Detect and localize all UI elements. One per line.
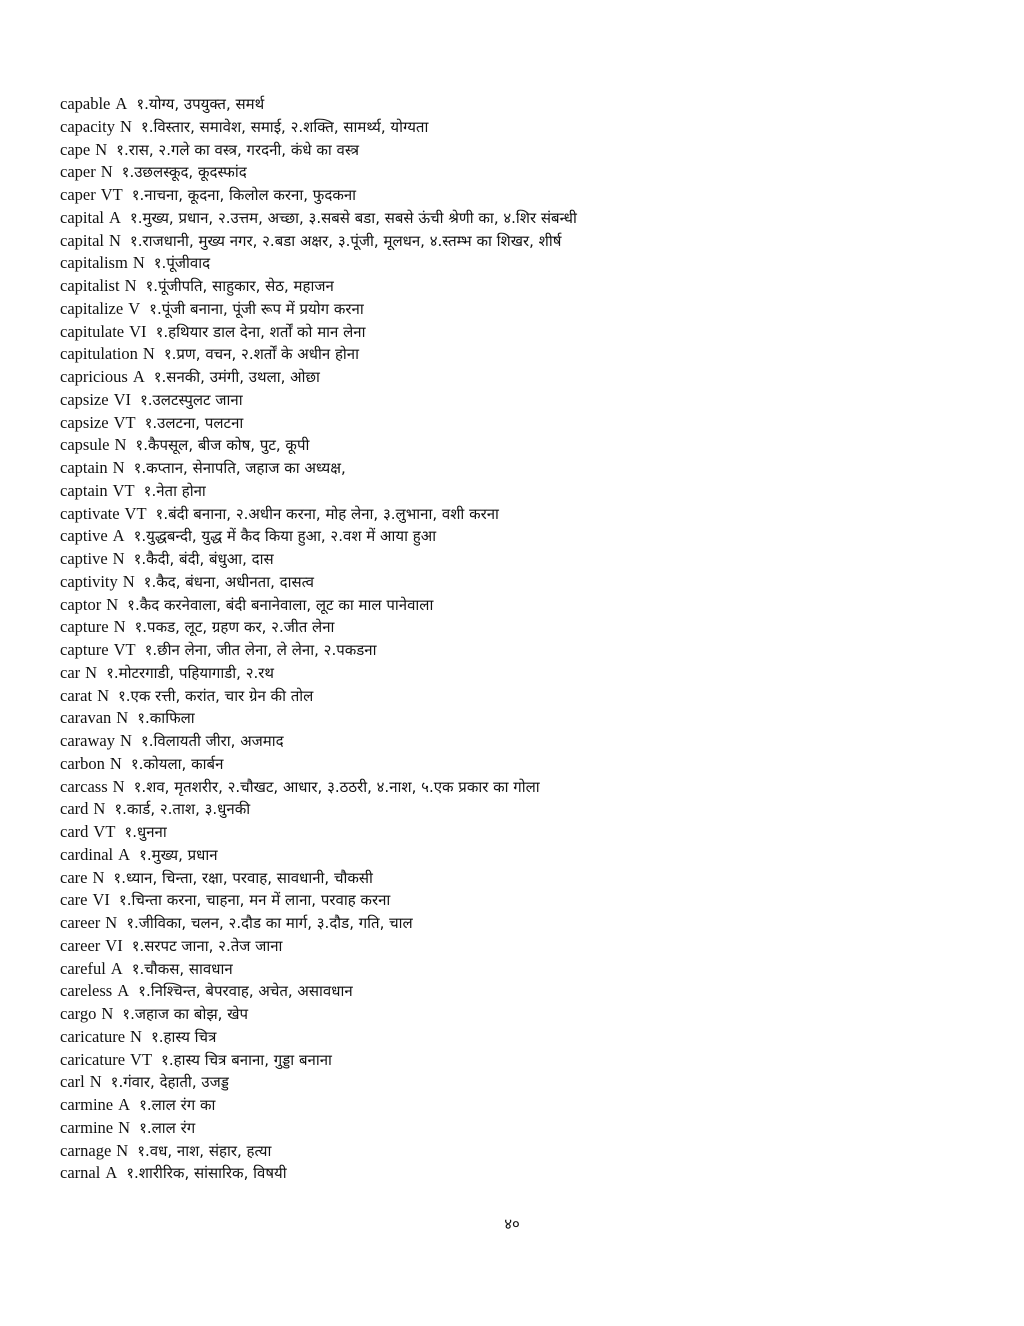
entry-definition: १.युद्धबन्दी, युद्ध में कैद किया हुआ, २.वश में आया हुआ xyxy=(133,527,437,546)
entry-part-of-speech: A xyxy=(105,1163,118,1183)
entry-headword: captain xyxy=(60,458,108,477)
dictionary-entry xyxy=(60,434,990,457)
entry-headword: captive xyxy=(60,526,108,546)
dictionary-entry xyxy=(60,707,990,730)
dictionary-entry xyxy=(60,753,990,776)
entry-headword: carat xyxy=(60,685,93,705)
entry-definition: १.सनकी, उमंगी, उथला, ओछा xyxy=(153,368,320,386)
entry-definition: १.कोयला, कार्बन xyxy=(130,754,224,773)
entry-definition: १.शारीरिक, सांसारिक, विषयी xyxy=(126,1164,287,1183)
dictionary-entry xyxy=(60,184,990,207)
entry-definition: १.विस्तार, समावेश, समाई, २.शक्ति, सामर्थ्य, योग्यता xyxy=(140,117,429,136)
entry-part-of-speech: N xyxy=(108,230,121,250)
entry-part-of-speech: N xyxy=(105,913,118,932)
entry-list xyxy=(60,93,990,1185)
entry-part-of-speech: N xyxy=(112,776,125,796)
dictionary-entry xyxy=(60,776,990,799)
entry-definition: १.ध्यान, चिन्ता, रक्षा, परवाह, सावधानी, चौकसी xyxy=(113,868,373,887)
page-number: ४० xyxy=(504,1215,520,1233)
dictionary-entry xyxy=(60,207,990,230)
entry-definition: १.एक रत्ती, करांत, चार ग्रेन की तोल xyxy=(117,686,314,705)
dictionary-entry xyxy=(60,958,990,981)
entry-headword: caraway xyxy=(60,731,115,750)
entry-definition: १.मोटरगाडी, पहियागाडी, २.रथ xyxy=(106,663,274,682)
entry-part-of-speech: VT xyxy=(113,412,136,432)
entry-definition: १.विलायती जीरा, अजमाद xyxy=(140,732,284,750)
entry-part-of-speech: A xyxy=(118,844,131,864)
entry-headword: career xyxy=(60,935,101,955)
dictionary-entry xyxy=(60,844,990,867)
entry-headword: capital xyxy=(60,207,104,227)
entry-headword: capitalize xyxy=(60,298,124,318)
dictionary-entry xyxy=(60,1071,990,1094)
entry-part-of-speech: VT xyxy=(100,185,123,204)
dictionary-entry xyxy=(60,548,990,571)
entry-part-of-speech: N xyxy=(100,162,113,182)
entry-headword: capricious xyxy=(60,367,128,386)
entry-part-of-speech: N xyxy=(116,708,129,728)
dictionary-entry xyxy=(60,412,990,435)
dictionary-entry xyxy=(60,571,990,594)
entry-headword: caper xyxy=(60,185,96,204)
dictionary-entry xyxy=(60,525,990,548)
entry-definition: १.उलटना, पलटना xyxy=(144,413,244,432)
dictionary-entry xyxy=(60,161,990,184)
entry-part-of-speech: N xyxy=(124,276,137,295)
entry-definition: १.चिन्ता करना, चाहना, मन में लाना, परवाह करना xyxy=(118,891,391,910)
entry-definition: १.हथियार डाल देना, शर्तों को मान लेना xyxy=(155,322,366,341)
dictionary-entry xyxy=(60,1117,990,1140)
entry-part-of-speech: N xyxy=(109,753,122,773)
entry-definition: १.लाल रंग xyxy=(139,1118,196,1137)
entry-headword: carmine xyxy=(60,1095,114,1114)
entry-definition: १.पूंजीपति, साहुकार, सेठ, महाजन xyxy=(145,277,334,295)
entry-headword: capitalist xyxy=(60,276,120,295)
dictionary-entry xyxy=(60,1003,990,1026)
entry-headword: captivate xyxy=(60,503,120,523)
dictionary-entry xyxy=(60,1049,990,1072)
entry-part-of-speech: N xyxy=(118,1117,131,1137)
entry-definition: १.हास्य चित्र बनाना, गुड्डा बनाना xyxy=(161,1050,332,1069)
entry-part-of-speech: N xyxy=(116,1140,129,1160)
entry-definition: १.योग्य, उपयुक्त, समर्थ xyxy=(136,95,265,113)
entry-part-of-speech: N xyxy=(106,594,119,614)
dictionary-entry xyxy=(60,867,990,890)
dictionary-entry xyxy=(60,662,990,685)
entry-headword: car xyxy=(60,662,81,682)
entry-definition: १.रास, २.गले का वस्त्र, गरदनी, कंधे का वस्त्र xyxy=(116,140,359,159)
entry-part-of-speech: VT xyxy=(130,1049,153,1069)
entry-headword: cargo xyxy=(60,1004,97,1023)
entry-headword: capsize xyxy=(60,389,109,409)
entry-part-of-speech: N xyxy=(113,617,126,637)
dictionary-entry xyxy=(60,230,990,253)
entry-definition: १.कैद करनेवाला, बंदी बनानेवाला, लूट का माल पानेवाला xyxy=(127,595,434,614)
entry-headword: capacity xyxy=(60,116,115,136)
entry-definition: १.उलटस्पुलट जाना xyxy=(139,390,243,409)
entry-definition: १.बंदी बनाना, २.अधीन करना, मोह लेना, ३.लुभाना, वशी करना xyxy=(155,504,499,523)
entry-part-of-speech: N xyxy=(119,116,132,136)
entry-definition: १.धुनना xyxy=(124,823,167,841)
dictionary-entry xyxy=(60,457,990,480)
entry-part-of-speech: VI xyxy=(105,935,123,955)
entry-part-of-speech: VT xyxy=(112,480,135,500)
entry-definition: १.गंवार, देहाती, उजड्ड xyxy=(110,1073,229,1092)
entry-headword: cape xyxy=(60,139,91,159)
entry-definition: १.पूंजी बनाना, पूंजी रूप में प्रयोग करना xyxy=(149,299,364,318)
dictionary-entry xyxy=(60,730,990,753)
entry-headword: captain xyxy=(60,480,108,500)
entry-part-of-speech: A xyxy=(112,526,125,546)
entry-definition: १.नेता होना xyxy=(143,481,206,500)
entry-part-of-speech: VT xyxy=(93,822,116,841)
entry-part-of-speech: N xyxy=(89,1072,102,1092)
entry-headword: carmine xyxy=(60,1117,114,1137)
entry-definition: १.लाल रंग का xyxy=(139,1096,216,1114)
entry-headword: carnage xyxy=(60,1140,112,1160)
entry-part-of-speech: V xyxy=(128,298,141,318)
entry-part-of-speech: A xyxy=(117,981,130,1001)
entry-headword: capture xyxy=(60,617,109,637)
entry-headword: caricature xyxy=(60,1049,126,1069)
entry-definition: १.प्रण, वचन, २.शर्तों के अधीन होना xyxy=(163,345,360,364)
entry-part-of-speech: VI xyxy=(113,389,131,409)
entry-headword: capitalism xyxy=(60,253,128,273)
entry-headword: capable xyxy=(60,94,111,113)
entry-headword: card xyxy=(60,822,89,841)
dictionary-entry xyxy=(60,389,990,412)
dictionary-entry xyxy=(60,366,990,389)
entry-definition: १.नाचना, कूदना, किलोल करना, फुदकना xyxy=(131,186,357,204)
dictionary-entry xyxy=(60,480,990,503)
entry-part-of-speech: A xyxy=(108,207,121,227)
entry-part-of-speech: N xyxy=(132,253,145,273)
entry-part-of-speech: A xyxy=(110,958,123,978)
dictionary-entry xyxy=(60,139,990,162)
dictionary-entry xyxy=(60,889,990,912)
entry-definition: १.पकड, लूट, ग्रहण कर, २.जीत लेना xyxy=(134,618,335,637)
entry-part-of-speech: N xyxy=(85,662,98,682)
entry-part-of-speech: A xyxy=(118,1095,131,1114)
entry-definition: १.राजधानी, मुख्य नगर, २.बडा अक्षर, ३.पूंजी, मूलधन, ४.स्तम्भ का शिखर, शीर्ष xyxy=(129,231,562,250)
entry-definition: १.सरपट जाना, २.तेज जाना xyxy=(131,936,283,955)
entry-definition: १.कार्ड, २.ताश, ३.धुनकी xyxy=(114,800,251,819)
entry-headword: capitulate xyxy=(60,321,125,341)
entry-headword: captivity xyxy=(60,571,118,591)
dictionary-entry xyxy=(60,275,990,298)
entry-headword: captive xyxy=(60,549,108,568)
entry-headword: capture xyxy=(60,640,109,659)
dictionary-entry xyxy=(60,685,990,708)
dictionary-entry xyxy=(60,912,990,935)
dictionary-entry xyxy=(60,616,990,639)
entry-definition: १.उछलस्कूद, कूदस्फांद xyxy=(121,163,247,182)
entry-part-of-speech: N xyxy=(112,549,125,568)
entry-part-of-speech: A xyxy=(115,94,128,113)
entry-headword: care xyxy=(60,867,88,887)
entry-headword: capital xyxy=(60,230,104,250)
entry-part-of-speech: N xyxy=(95,139,108,159)
entry-definition: १.चौकस, सावधान xyxy=(131,959,233,978)
dictionary-entry xyxy=(60,821,990,844)
entry-headword: careless xyxy=(60,981,113,1001)
entry-headword: care xyxy=(60,890,88,910)
entry-part-of-speech: VT xyxy=(113,640,136,659)
dictionary-entry xyxy=(60,798,990,821)
entry-headword: capsize xyxy=(60,412,109,432)
entry-part-of-speech: VT xyxy=(124,503,147,523)
dictionary-entry xyxy=(60,639,990,662)
entry-part-of-speech: N xyxy=(130,1026,142,1046)
entry-headword: cardinal xyxy=(60,844,114,864)
entry-definition: १.निश्चिन्त, बेपरवाह, अचेत, असावधान xyxy=(138,982,353,1001)
entry-headword: capsule xyxy=(60,435,110,455)
entry-part-of-speech: N xyxy=(112,458,125,477)
entry-definition: १.जीविका, चलन, २.दौड का मार्ग, ३.दौड, गति, चाल xyxy=(126,914,413,932)
entry-definition: १.कैदी, बंदी, बंधुआ, दास xyxy=(133,550,274,568)
entry-definition: १.मुख्य, प्रधान, २.उत्तम, अच्छा, ३.सबसे बडा, सबसे ऊंची श्रेणी का, ४.शिर संबन्धी xyxy=(129,208,577,227)
dictionary-entry xyxy=(60,935,990,958)
entry-headword: carbon xyxy=(60,753,105,773)
entry-part-of-speech: N xyxy=(92,867,105,887)
entry-definition: १.वध, नाश, संहार, हत्या xyxy=(137,1141,272,1160)
entry-definition: १.हास्य चित्र xyxy=(150,1027,217,1046)
entry-definition: १.शव, मृतशरीर, २.चौखट, आधार, ३.ठठरी, ४.नाश, ५.एक प्रकार का गोला xyxy=(133,777,540,796)
dictionary-entry xyxy=(60,343,990,366)
entry-definition: १.पूंजीवाद xyxy=(153,254,211,273)
dictionary-entry xyxy=(60,252,990,275)
dictionary-entry xyxy=(60,298,990,321)
entry-headword: capitulation xyxy=(60,344,138,364)
entry-part-of-speech: N xyxy=(142,344,155,364)
entry-part-of-speech: N xyxy=(119,731,132,750)
entry-headword: carcass xyxy=(60,776,108,796)
entry-definition: १.कप्तान, सेनापति, जहाज का अध्यक्ष, xyxy=(133,459,346,477)
entry-headword: captor xyxy=(60,594,102,614)
dictionary-entry xyxy=(60,1026,990,1049)
entry-part-of-speech: N xyxy=(97,685,109,705)
dictionary-entry xyxy=(60,980,990,1003)
entry-part-of-speech: N xyxy=(101,1004,114,1023)
entry-part-of-speech: N xyxy=(122,571,135,591)
entry-headword: caravan xyxy=(60,708,112,728)
dictionary-entry xyxy=(60,116,990,139)
entry-part-of-speech: N xyxy=(114,435,127,455)
entry-headword: caper xyxy=(60,162,96,182)
entry-definition: १.छीन लेना, जीत लेना, ले लेना, २.पकडना xyxy=(144,641,377,659)
entry-part-of-speech: VI xyxy=(92,890,110,910)
entry-part-of-speech: A xyxy=(132,367,145,386)
entry-headword: carnal xyxy=(60,1163,101,1183)
entry-headword: carl xyxy=(60,1072,85,1092)
entry-definition: १.जहाज का बोझ, खेप xyxy=(122,1005,249,1023)
dictionary-entry xyxy=(60,1140,990,1163)
entry-headword: card xyxy=(60,799,89,819)
entry-definition: १.कैद, बंधना, अधीनता, दासत्व xyxy=(143,572,314,591)
entry-headword: career xyxy=(60,913,101,932)
entry-headword: careful xyxy=(60,958,106,978)
dictionary-entry xyxy=(60,503,990,526)
entry-part-of-speech: VI xyxy=(129,321,147,341)
dictionary-entry xyxy=(60,1162,990,1185)
entry-definition: १.काफिला xyxy=(137,709,195,728)
entry-definition: १.मुख्य, प्रधान xyxy=(139,845,218,864)
dictionary-entry xyxy=(60,321,990,344)
entry-definition: १.कैपसूल, बीज कोष, पुट, कूपी xyxy=(135,436,310,455)
entry-part-of-speech: N xyxy=(93,799,106,819)
dictionary-entry xyxy=(60,1094,990,1117)
dictionary-entry xyxy=(60,93,990,116)
entry-headword: caricature xyxy=(60,1026,126,1046)
dictionary-entry xyxy=(60,594,990,617)
